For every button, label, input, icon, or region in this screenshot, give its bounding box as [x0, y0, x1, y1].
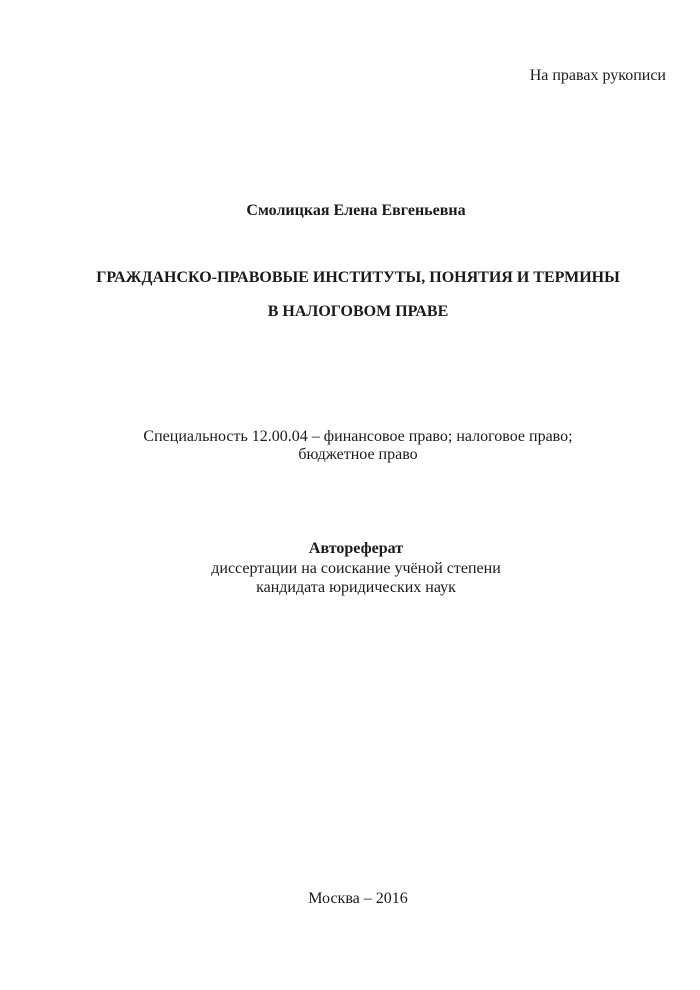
place-and-year: Москва – 2016: [308, 890, 408, 907]
abstract-line-1: диссертации на соискание учёной степени: [211, 560, 501, 577]
abstract-heading: Автореферат: [308, 540, 404, 557]
manuscript-note: На правах рукописи: [529, 67, 666, 84]
dissertation-title-line-2: В НАЛОГОВОМ ПРАВЕ: [267, 303, 449, 320]
dissertation-title-line-1: ГРАЖДАНСКО-ПРАВОВЫЕ ИНСТИТУТЫ, ПОНЯТИЯ И ТЕРМИНЫ: [96, 269, 620, 286]
abstract-line-2: кандидата юридических наук: [256, 579, 456, 596]
specialty-line-1: Специальность 12.00.04 – финансовое право; налоговое право;: [143, 428, 573, 445]
specialty-line-2: бюджетное право: [298, 446, 418, 463]
author-name: Смолицкая Елена Евгеньевна: [246, 202, 466, 219]
